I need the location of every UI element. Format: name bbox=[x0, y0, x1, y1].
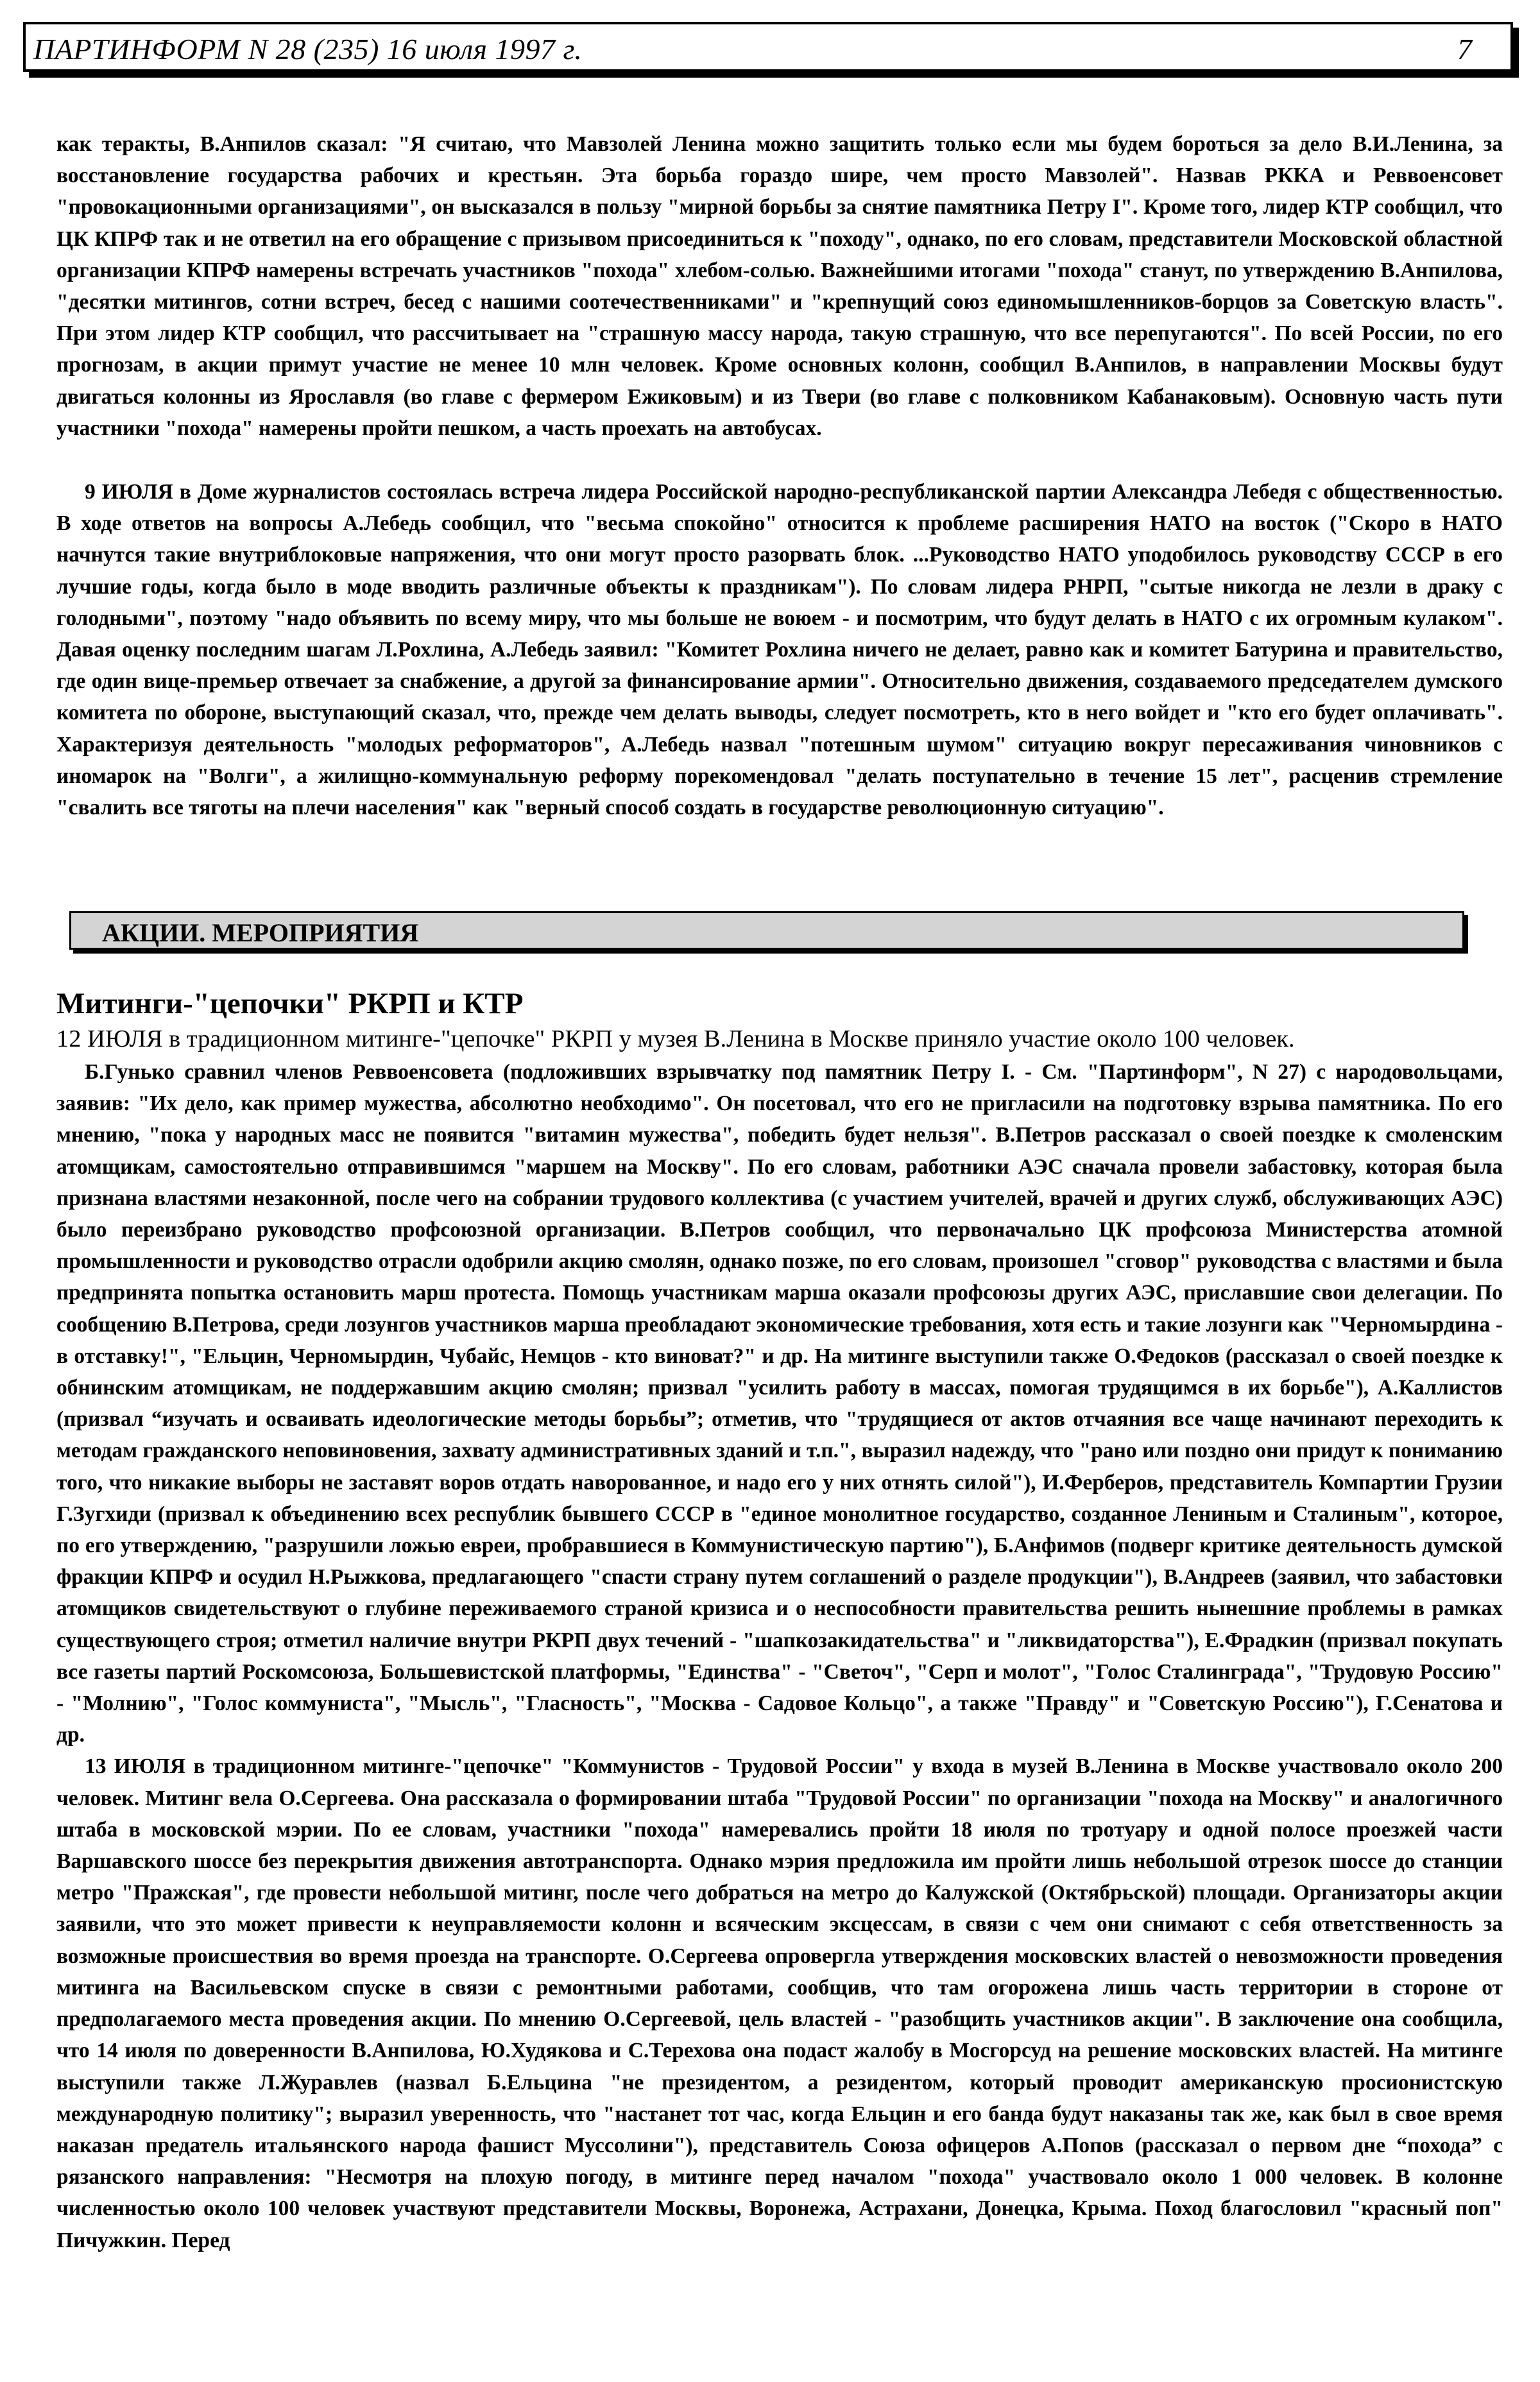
lebed-block bbox=[56, 476, 1503, 823]
intro-paragraph: как теракты, В.Анпилов сказал: "Я считаю, что Мавзолей Ленина можно защитить только если мы будем бороться за дело В.И.Ленина, за восстановление государства рабочих и крестьян. Эта борьба гораздо шире, чем просто Мавзолей". Назвав РККА и Реввоенсовет "провокационными организациями", он высказался в пользу "мирной борьбы за снятие памятника Петру I". Кроме того, лидер КТР сообщил, что ЦК КПРФ так и не ответил на его обращение с призывом присоединиться к "походу", однако, по его словам, представители Московской областной организации КПРФ намерены встречать участников "похода" хлебом-солью. Важнейшими итогами "похода" станут, по утверждению В.Анпилова, "десятки митингов, сотни встреч, бесед с нашими соотечественниками" и "крепнущий союз единомышленников-борцов за Советскую власть". При этом лидер КТР сообщил, что рассчитывает на "страшную массу народа, такую страшную, что все перепугаются". По всей России, по его прогнозам, в акции примут участие не менее 10 млн человек. Кроме основных колонн, сообщил В.Анпилов, в направлении Москвы будут двигаться колонны из Ярославля (во главе с фермером Ежиковым) и из Твери (во главе с полковником Кабанаковым). Основную часть пути участники "похода" намерены пройти пешком, а часть проехать на автобусах. bbox=[56, 132, 1503, 440]
section-title: АКЦИИ. МЕРОПРИЯТИЯ bbox=[102, 918, 419, 947]
article-body bbox=[56, 1056, 1503, 2256]
intro-block bbox=[56, 128, 1503, 444]
article-lead: 12 ИЮЛЯ в традиционном митинге-"цепочке" РКРП у музея В.Ленина в Москве приняло участие около 100 человек. bbox=[56, 1025, 1295, 1052]
article-paragraph-2: 13 ИЮЛЯ в традиционном митинге-"цепочке" "Коммунистов - Трудовой России" у входа в музей В.Ленина в Москве участвовало около 200 человек. Митинг вела О.Сергеева. Она рассказала о формировании штаба "Трудовой России" по организации "похода на Москву" и аналогичного штаба в московской мэрии. По ее словам, участники "похода" намеревались пройти 18 июля по тротуару и одной полосе проезжей части Варшавского шоссе без перекрытия движения автотранспорта. Однако мэрия предложила им пройти лишь небольшой отрезок шоссе до станции метро "Пражская", где провести небольшой митинг, после чего добраться на метро до Калужской (Октябрьской) площади. Организаторы акции заявили, что это может привести к неуправляемости колонн и всяческим эксцессам, в связи с чем они снимают с себя ответственность за возможные происшествия во время проезда на транспорте. О.Сергеева опровергла утверждения московских властей о невозможности проведения митинга на Васильевском спуске в связи с ремонтными работами, сообщив, что там огорожена лишь часть территории в стороне от предполагаемого места проведения акции. По мнению О.Сергеевой, цель властей - "разобщить участников акции". В заключение она сообщила, что 14 июля по доверенности В.Анпилова, Ю.Худякова и С.Терехова она подаст жалобу в Мосгорсуд на решение московских властей. На митинге выступили также Л.Журавлев (назвал Б.Ельцина "не президентом, а резидентом, который проводит американскую просионистскую международную политику"; выразил уверенность, что "настанет тот час, когда Ельцин и его банда будут наказаны так же, как был в свое время наказан предатель итальянского народа фашист Муссолини"), представитель Союза офицеров А.Попов (рассказал о первом дне “похода” с рязанского направления: "Несмотря на плохую погоду, в митинге перед началом "похода" участвовало около 1 000 человек. В колонне численностью около 100 человек участвуют представители Москвы, Воронежа, Астрахани, Донецка, Крыма. Поход благословил "красный поп" Пичужкин. Перед bbox=[56, 1754, 1503, 2252]
lebed-paragraph: 9 ИЮЛЯ в Доме журналистов состоялась встреча лидера Российской народно-республиканской партии Александра Лебедя с общественностью. В ходе ответов на вопросы А.Лебедь сообщил, что "весьма спокойно" относится к проблеме расширения НАТО на восток ("Скоро в НАТО начнутся такие внутриблоковые напряжения, что они могут просто разорвать блок. ...Руководство НАТО уподобилось руководству СССР в его лучшие годы, когда было в моде вводить различные объекты к праздникам"). По словам лидера РНРП, "сытые никогда не лезли в драку с голодными", поэтому "надо объявить по всему миру, что мы больше не воюем - и посмотрим, что будут делать в НАТО с их огромным кулаком". Давая оценку последним шагам Л.Рохлина, А.Лебедь заявил: "Комитет Рохлина ничего не делает, равно как и комитет Батурина и правительство, где один вице-премьер отвечает за снабжение, а другой за финансирование армии". Относительно движения, создаваемого председателем думского комитета по обороне, выступающий сказал, что, прежде чем делать выводы, следует посмотреть, кто в него войдет и "кто его будет оплачивать". Характеризуя деятельность "молодых реформаторов", А.Лебедь назвал "потешным шумом" ситуацию вокруг пересаживания чиновников с иномарок на "Волги", а жилищно-коммунальную реформу порекомендовал "делать поступательно в течение 15 лет", расценив стремление "свалить все тяготы на плечи населения" как "верный способ создать в государстве революционную ситуацию". bbox=[56, 480, 1503, 820]
page-header bbox=[23, 22, 1513, 72]
section-header-bar bbox=[69, 911, 1464, 950]
article-title: Митинги-"цепочки" РКРП и КТР bbox=[56, 987, 524, 1020]
article-paragraph-1: Б.Гунько сравнил членов Реввоенсовета (подложивших взрывчатку под памятник Петру I. - См. "Партинформ", N 27) с народовольцами, заявив: "Их дело, как пример мужества, абсолютно необходимо". Он посетовал, что его не пригласили на подготовку взрыва памятника. По его мнению, "пока у народных масс не появится "витамин мужества", победить будет нельзя". В.Петров рассказал о своей поездке к смоленским атомщикам, самостоятельно отправившимся "маршем на Москву". По его словам, работники АЭС сначала провели забастовку, которая была признана властями незаконной, после чего на собрании трудового коллектива (с участием учителей, врачей и других служб, обслуживающих АЭС) было переизбрано руководство профсоюзной организации. В.Петров сообщил, что первоначально ЦК профсоюза Министерства атомной промышленности и руководство отрасли одобрили акцию смолян, однако позже, по его словам, произошел "сговор" руководства с властями и была предпринята попытка остановить марш протеста. Помощь участникам марша оказали профсоюзы других АЭС, приславшие свои делегации. По сообщению В.Петрова, среди лозунгов участников марша преобладают экономические требования, хотя есть и такие лозунги как "Черномырдина - в отставку!", "Ельцин, Черномырдин, Чубайс, Немцов - кто виноват?" и др. На митинге выступили также О.Федоков (рассказал о своей поездке к обнинским атомщикам, не поддержавшим акцию смолян; призвал "усилить работу в массах, помогая трудящимся в их борьбе"), А.Каллистов (призвал “изучать и осваивать идеологические методы борьбы”; отметив, что "трудящиеся от актов отчаяния все чаще начинают переходить к методам гражданского неповиновения, захвату административных зданий и т.п.", выразил надежду, что "рано или поздно они придут к пониманию того, что никакие выборы не заставят воров отдать наворованное, и надо его у них отнять силой"), И.Ферберов, представитель Компартии Грузии Г.Зугхиди (призвал к объединению всех республик бывшего СССР в "единое монолитное государство, созданное Лениным и Сталиным", которое, по его утверждению, "разрушили ложью евреи, пробравшиеся в Коммунистическую партию"), Б.Анфимов (подверг критике деятельность думской фракции КПРФ и осудил Н.Рыжкова, предлагающего "спасти страну путем соглашений о разделе продукции"), В.Андреев (заявил, что забастовки атомщиков свидетельствуют о глубине переживаемого страной кризиса и о неспособности правительства решить нынешние проблемы в рамках существующего строя; отметил наличие внутри РКРП двух течений - "шапкозакидательства" и "ликвидаторства"), Е.Фрадкин (призвал покупать все газеты партий Роскомсоюза, Большевистской платформы, "Единства" - "Светоч", "Серп и молот", "Голос Сталинграда", "Трудовую Россию" - "Молнию", "Голос коммуниста", "Мысль", "Гласность", "Москва - Садовое Кольцо", а также "Правду" и "Советскую Россию"), Г.Сенатова и др. bbox=[56, 1060, 1503, 1747]
publication-title: ПАРТИНФОРМ N 28 (235) 16 июля 1997 г. bbox=[33, 33, 583, 65]
page-number: 7 bbox=[1457, 33, 1472, 65]
